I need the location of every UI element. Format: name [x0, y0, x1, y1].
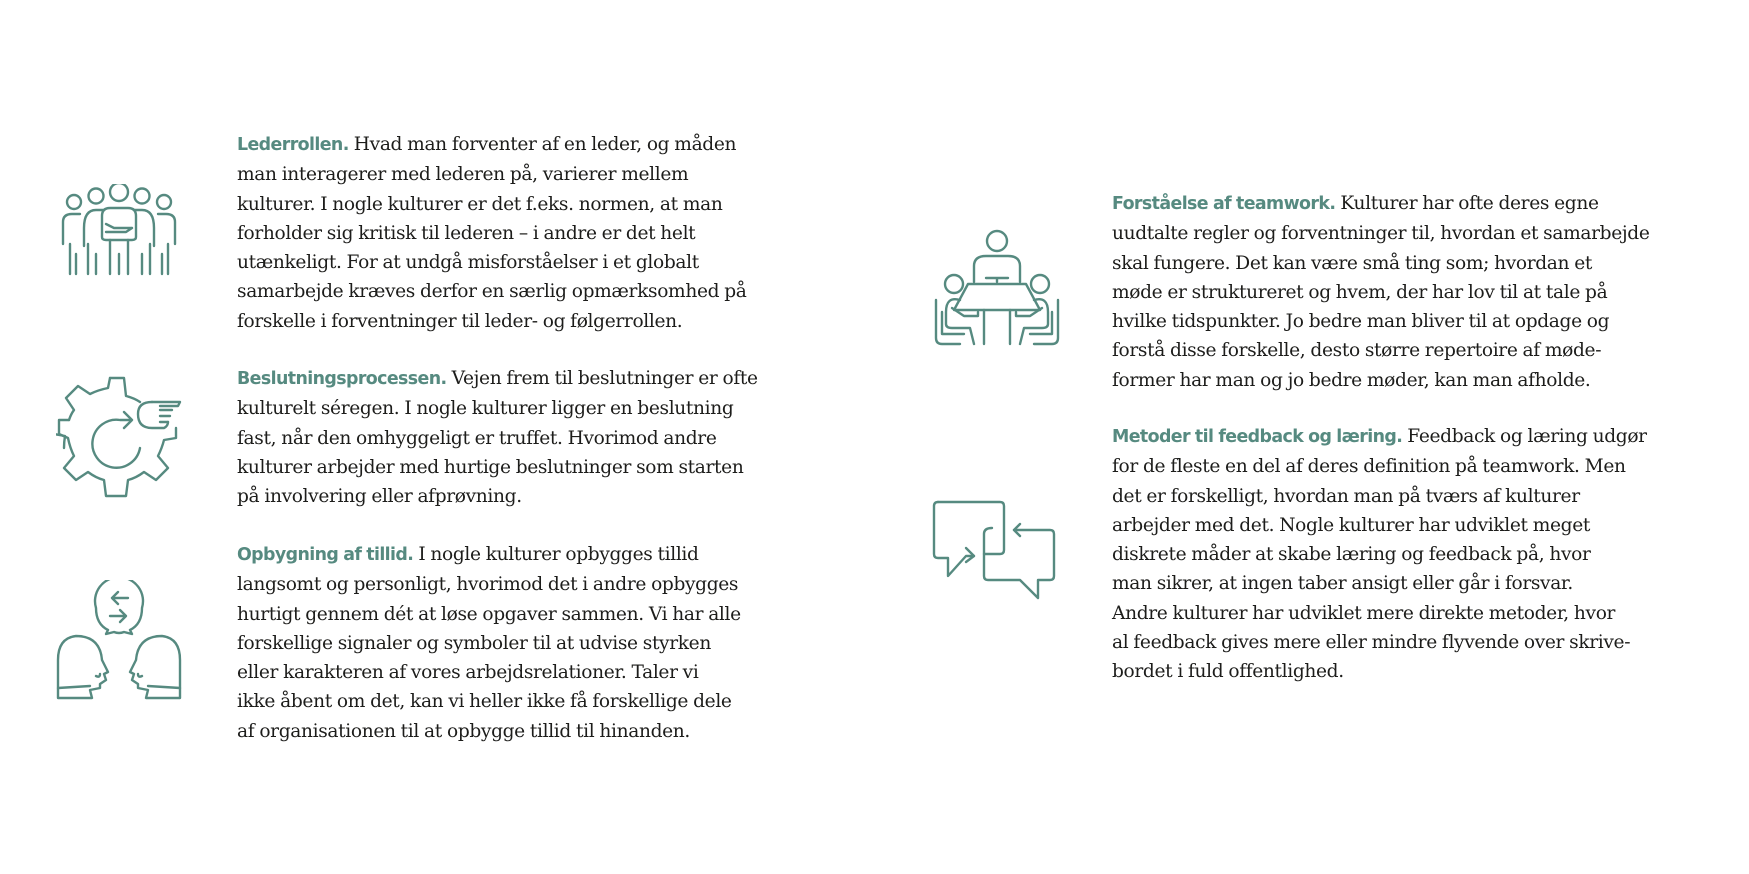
body-text: Hvad man forventer af en leder, og måden — [348, 134, 737, 155]
section-title: Beslutningsprocessen. — [237, 369, 447, 389]
text-line: for de fleste en del af deres definition på teamwork. Men — [1112, 456, 1626, 478]
text-line: man sikrer, at ingen taber ansigt eller går i forsvar. — [1112, 573, 1573, 595]
text-line: Andre kulturer har udviklet mere direkte metoder, hvor — [1112, 602, 1616, 624]
section-beslutningsprocessen — [237, 364, 807, 511]
body-text: Vejen frem til beslutninger er ofte — [446, 368, 758, 389]
text-line: diskrete måder at skabe læring og feedback på, hvor — [1112, 544, 1591, 566]
section-title: Metoder til feedback og læring. — [1112, 427, 1403, 447]
section-metoder-til-feedback — [1112, 422, 1692, 687]
group-leader-arms-crossed-icon — [56, 184, 182, 284]
text-line: det er forskelligt, hvordan man på tværs af kulturer — [1112, 485, 1580, 507]
text-line: former har man og jo bedre møder, kan man afholde. — [1112, 369, 1591, 391]
text-line: kulturer arbejder med hurtige beslutninger som starten — [237, 456, 744, 478]
text-line — [1112, 422, 1692, 452]
text-line — [237, 540, 807, 570]
section-opbygning-af-tillid — [237, 540, 807, 746]
section-title: Lederrollen. — [237, 135, 349, 155]
text-line: af organisationen til at opbygge tillid til hinanden. — [237, 720, 690, 742]
text-line: forstå disse forskelle, desto større repertoire af møde- — [1112, 340, 1602, 362]
section-forstaaelse-af-teamwork — [1112, 189, 1692, 395]
text-line: møde er struktureret og hvem, der har lov til at tale på — [1112, 281, 1608, 303]
two-faces-exchange-icon — [56, 580, 182, 706]
body-text: Feedback og læring udgør — [1402, 426, 1647, 447]
text-line: uudtalte regler og forventninger til, hvordan et samarbejde — [1112, 223, 1650, 245]
speech-bubbles-exchange-icon — [932, 500, 1058, 610]
text-line: hurtigt gennem dét at løse opgaver sammen. Vi har alle — [237, 603, 741, 625]
text-line: forskellige signaler og symboler til at udvise styrken — [237, 632, 711, 654]
text-line: hvilke tidspunkter. Jo bedre man bliver til at opdage og — [1112, 311, 1610, 333]
section-title: Forståelse af teamwork. — [1112, 194, 1336, 214]
meeting-table-icon — [934, 228, 1060, 354]
text-line: arbejder med det. Nogle kulturer har udviklet meget — [1112, 514, 1591, 536]
text-line: eller karakteren af vores arbejdsrelationer. Taler vi — [237, 662, 699, 684]
gear-pointing-hand-icon — [56, 376, 182, 500]
section-title: Opbygning af tillid. — [237, 545, 414, 565]
text-line — [237, 130, 807, 160]
text-line: kulturelt séregen. I nogle kulturer ligger en beslutning — [237, 398, 734, 420]
text-line: forholder sig kritisk til lederen – i andre er det helt — [237, 222, 696, 244]
text-line — [1112, 189, 1692, 219]
text-line: man interagerer med lederen på, varierer mellem — [237, 164, 689, 186]
text-line: al feedback gives mere eller mindre flyvende over skrive- — [1112, 632, 1631, 654]
text-line: skal fungere. Det kan være små ting som; hvordan et — [1112, 252, 1592, 274]
text-line: utænkeligt. For at undgå misforståelser i et globalt — [237, 252, 699, 274]
text-line: samarbejde kræves derfor en særlig opmærksomhed på — [237, 281, 747, 303]
text-line: langsomt og personligt, hvorimod det i andre opbygges — [237, 574, 739, 596]
text-line — [237, 364, 807, 394]
body-text: Kulturer har ofte deres egne — [1335, 193, 1599, 214]
body-text: I nogle kulturer opbygges tillid — [413, 544, 699, 565]
text-line: forskelle i forventninger til leder- og følgerrollen. — [237, 310, 683, 332]
text-line: kulturer. I nogle kulturer er det f.eks. normen, at man — [237, 193, 723, 215]
text-line: på involvering eller afprøvning. — [237, 486, 522, 508]
text-line: fast, når den omhyggeligt er truffet. Hvorimod andre — [237, 427, 717, 449]
text-line: bordet i fuld offentlighed. — [1112, 661, 1344, 683]
section-lederrollen — [237, 130, 807, 336]
text-line: ikke åbent om det, kan vi heller ikke få forskellige dele — [237, 691, 732, 713]
